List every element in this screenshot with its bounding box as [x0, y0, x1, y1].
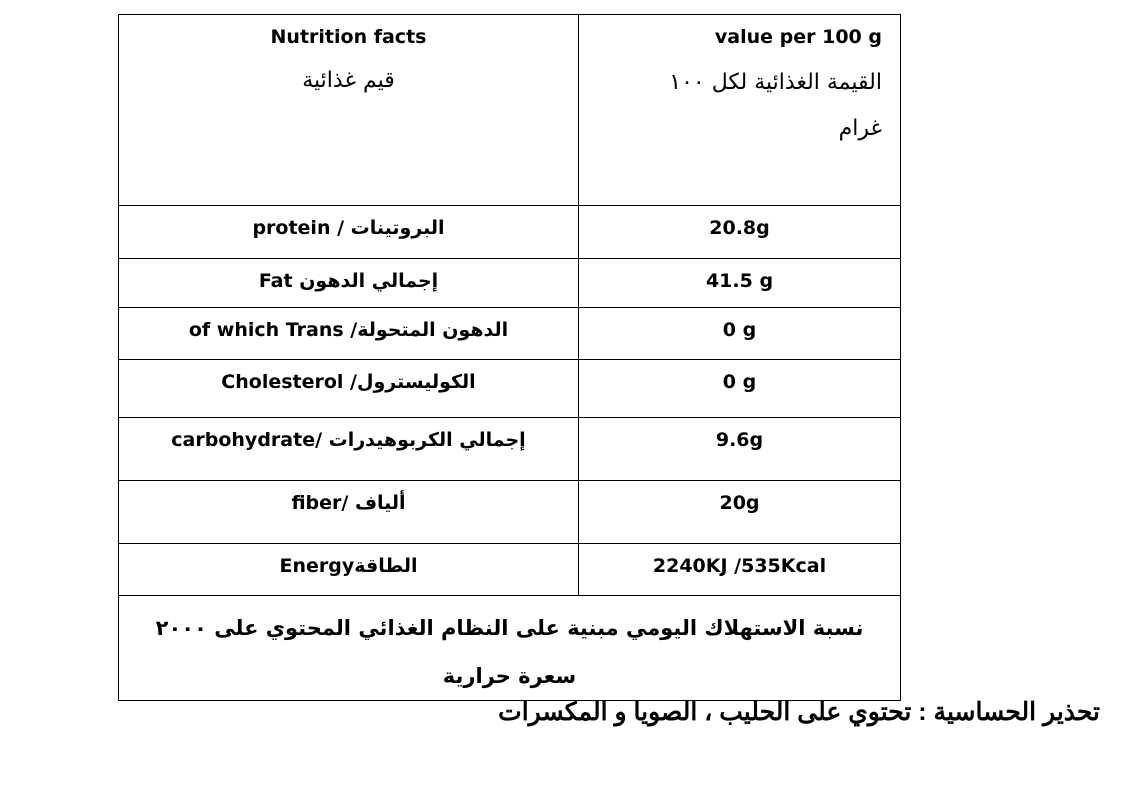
table-row [119, 360, 901, 418]
nutrient-label-cell [119, 360, 579, 418]
nutrient-label: ألياف /fiber [291, 492, 406, 514]
header-value-en: value per 100 g [714, 26, 882, 48]
table-header-row [119, 15, 901, 206]
nutrient-label-cell [119, 544, 579, 596]
nutrient-label-cell [119, 259, 579, 308]
nutrient-value: 9.6g [715, 429, 764, 451]
nutrient-value-cell [579, 360, 901, 418]
table-footnote-row [119, 596, 901, 701]
footnote-cell [119, 596, 901, 701]
nutrient-label: إجمالي الكربوهيدرات /carbohydrate [171, 429, 526, 451]
nutrient-value: 0 g [722, 319, 757, 341]
table-row [119, 418, 901, 481]
nutrient-value: 2240KJ /535Kcal [652, 555, 827, 577]
nutrient-value: 41.5 g [705, 270, 774, 292]
nutrient-label-cell [119, 308, 579, 360]
nutrient-label: الطاقةEnergy [279, 555, 418, 577]
allergy-warning: تحذير الحساسية : تحتوي على الحليب ، الصويا و المكسرات [498, 698, 1100, 726]
daily-intake-footnote: نسبة الاستهلاك اليومي مبنية على النظام الغذائي المحتوي على ٢٠٠٠ سعرة حرارية [155, 616, 864, 688]
nutrient-value-cell [579, 481, 901, 544]
header-nutrient-cell [119, 15, 579, 206]
header-value-ar-line1: القيمة الغذائية لكل ١٠٠ [669, 70, 882, 95]
nutrient-label: البروتينات / protein [252, 217, 445, 239]
header-value-cell [579, 15, 901, 206]
nutrient-label: الدهون المتحولة/ of which Trans [188, 319, 509, 341]
header-value-ar-line2: غرام [838, 116, 882, 141]
header-nutrient-en: Nutrition facts [270, 26, 427, 48]
nutrient-value-cell [579, 259, 901, 308]
nutrient-value: 0 g [722, 371, 757, 393]
nutrient-value: 20.8g [709, 217, 770, 239]
table-row [119, 259, 901, 308]
nutrient-value-cell [579, 418, 901, 481]
nutrient-label: الكوليسترول/ Cholesterol [221, 371, 476, 393]
nutrient-value-cell [579, 308, 901, 360]
table-row [119, 308, 901, 360]
table-row [119, 544, 901, 596]
nutrient-label-cell [119, 418, 579, 481]
nutrient-label-cell [119, 206, 579, 259]
nutrient-value: 20g [719, 492, 760, 514]
header-nutrient-ar: قيم غذائية [302, 68, 395, 93]
nutrition-facts-table [118, 14, 901, 701]
table-row [119, 206, 901, 259]
nutrient-label: إجمالي الدهون Fat [258, 270, 439, 292]
table-row [119, 481, 901, 544]
nutrient-value-cell [579, 544, 901, 596]
nutrient-label-cell [119, 481, 579, 544]
nutrient-value-cell [579, 206, 901, 259]
